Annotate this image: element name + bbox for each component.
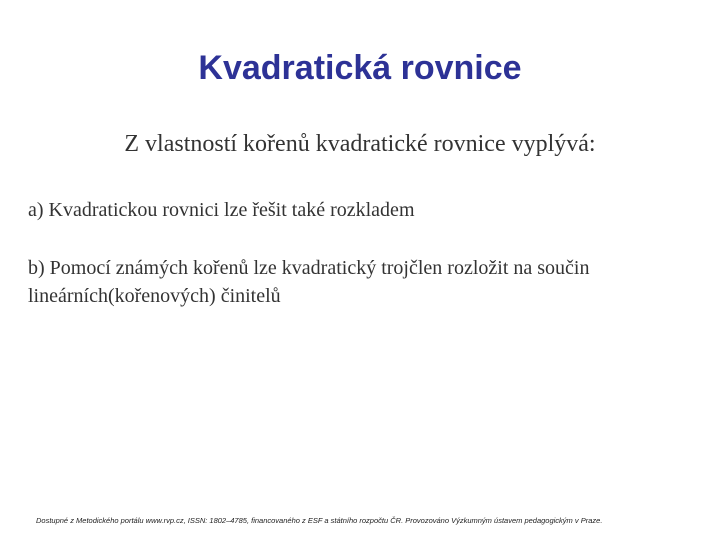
slide-title: Kvadratická rovnice — [198, 49, 522, 87]
slide-subtitle: Z vlastností kořenů kvadratické rovnice vyplývá: — [124, 131, 596, 157]
point-b: b) Pomocí známých kořenů lze kvadratický trojčlen rozložit na součin lineárních(kořenových) činitelů — [28, 257, 590, 307]
footer-attribution: Dostupné z Metodického portálu www.rvp.cz, ISSN: 1802–4785, financovaného z ESF a státního rozpočtu ČR. Provozováno Výzkumným ústavem pedagogickým v Praze. — [36, 516, 603, 525]
point-a: a) Kvadratickou rovnici lze řešit také rozkladem — [28, 199, 415, 221]
